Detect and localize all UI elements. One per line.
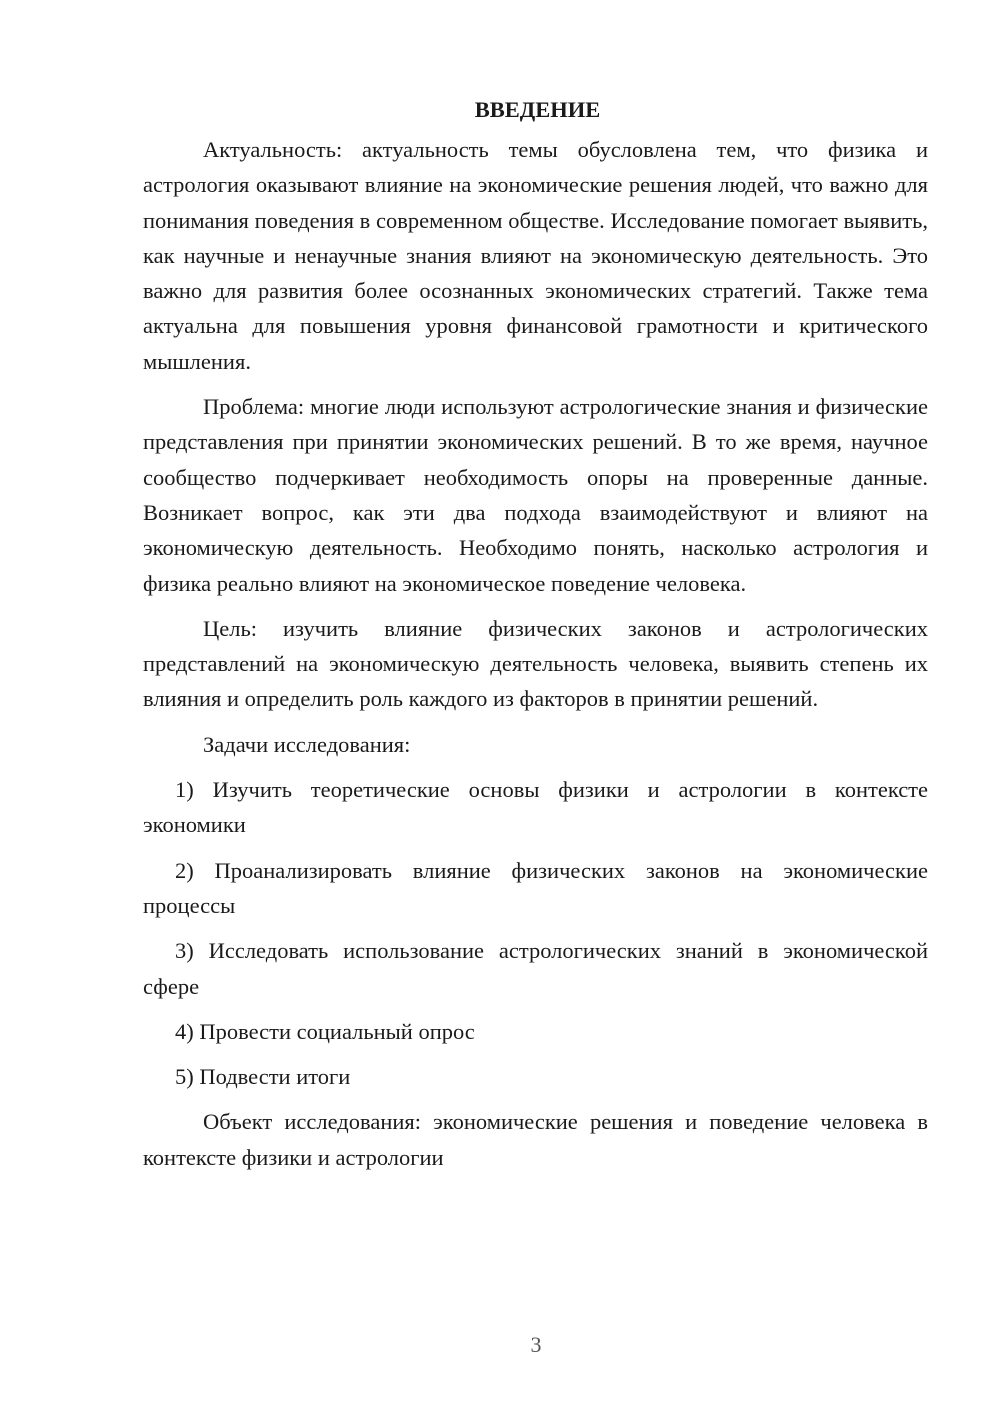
paragraph-object: Объект исследования: экономические решения и поведение человека в контексте физики и астрологии xyxy=(143,1109,928,1170)
paragraph-goal: Цель: изучить влияние физических законов и астрологических представлений на экономическую деятельность человека, выявить степень их влияния и определить роль каждого из факторов в принятии решений. xyxy=(143,615,928,712)
tasks-list xyxy=(143,772,928,1094)
page-content xyxy=(143,92,928,1185)
tasks-heading: Задачи исследования: xyxy=(203,731,411,757)
task-item: 3) Исследовать использование астрологических знаний в экономической сфере xyxy=(143,938,928,999)
task-item: 1) Изучить теоретические основы физики и астрологии в контексте экономики xyxy=(143,777,928,838)
task-item: 2) Проанализировать влияние физических законов на экономические процессы xyxy=(143,857,928,918)
task-item: 5) Подвести итоги xyxy=(175,1064,351,1090)
paragraph-problem: Проблема: многие люди используют астрологические знания и физические представления при принятии экономических решений. В то же время, научное сообщество подчеркивает необходимость опоры на проверенные данные. Возникает вопрос, как эти два подхода взаимодействуют и влияют на экономическую деятельность. Необходимо понять, насколько астрология и физика реально влияют на экономическое поведение человека. xyxy=(143,394,928,596)
page-number: 3 xyxy=(530,1332,542,1357)
task-item: 4) Провести социальный опрос xyxy=(175,1018,475,1044)
page-heading: ВВЕДЕНИЕ xyxy=(474,97,601,122)
paragraph-relevance: Актуальность: актуальность темы обусловлена тем, что физика и астрология оказывают влияние на экономические решения людей, что важно для понимания поведения в современном обществе. Исследование помогает выявить, как научные и ненаучные знания влияют на экономическую деятельность. Это важно для развития более осознанных экономических стратегий. Также тема актуальна для повышения уровня финансовой грамотности и критического мышления. xyxy=(143,137,928,374)
